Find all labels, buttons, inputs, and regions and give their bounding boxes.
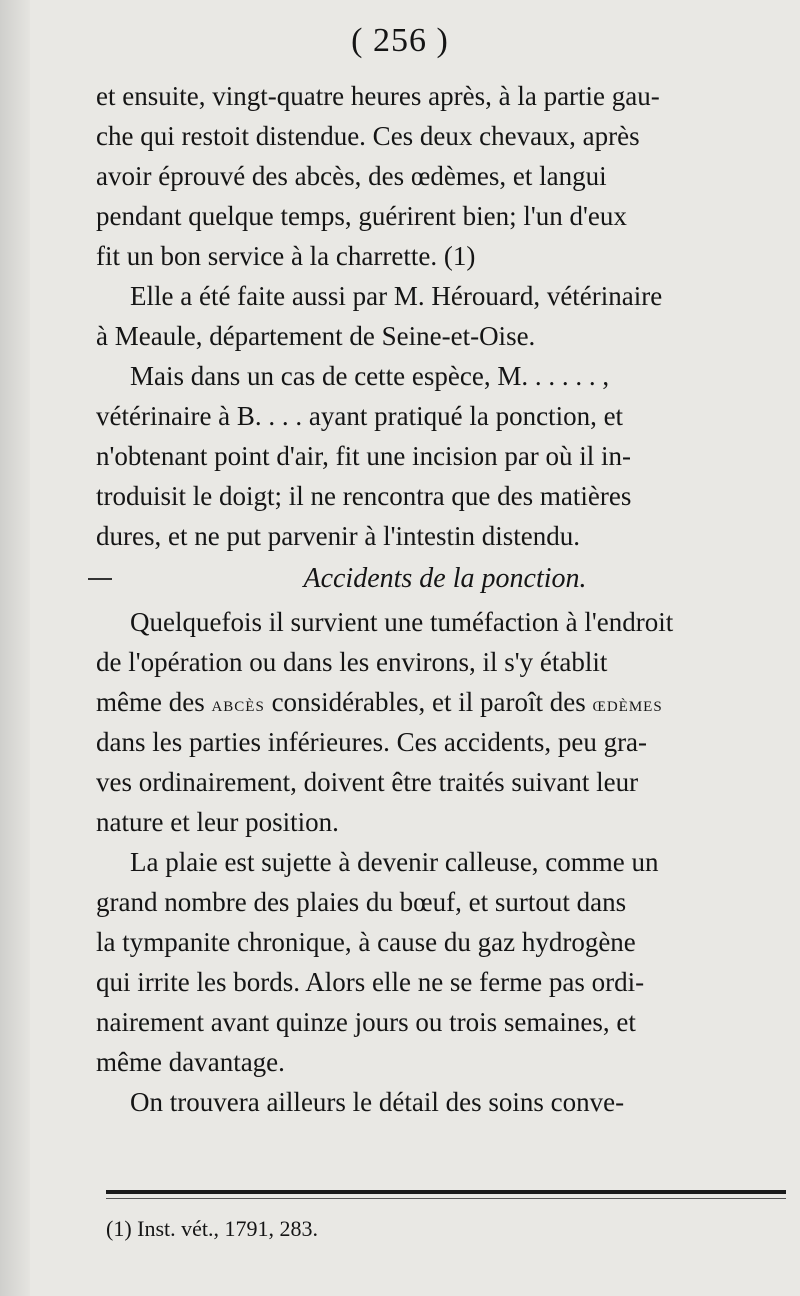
text-line: nairement avant quinze jours ou trois semaines, et	[96, 1007, 636, 1037]
text-line: de l'opération ou dans les environs, il s'y établit	[96, 647, 608, 677]
text-line: La plaie est sujette à devenir calleuse, comme un	[130, 847, 659, 877]
text-line: avoir éprouvé des abcès, des œdèmes, et langui	[96, 161, 607, 191]
heading-dash	[88, 578, 112, 580]
text-line: che qui restoit distendue. Ces deux chevaux, après	[96, 121, 640, 151]
footnote: (1) Inst. vét., 1791, 283.	[106, 1216, 319, 1241]
text-line: grand nombre des plaies du bœuf, et surtout dans	[96, 887, 627, 917]
text-line: dans les parties inférieures. Ces accidents, peu gra-	[96, 727, 648, 757]
page-number: ( 256 )	[351, 22, 449, 59]
text-line: et ensuite, vingt-quatre heures après, à la partie gau-	[96, 81, 660, 111]
text-fragment: considérables, et il paroît des	[271, 687, 586, 717]
paragraph-2	[96, 276, 794, 356]
text-line: même davantage.	[96, 1047, 285, 1077]
text-line: troduisit le doigt; il ne rencontra que des matières	[96, 481, 632, 511]
text-line: Mais dans un cas de cette espèce, M. . . . . . ,	[130, 361, 610, 391]
text-line: Elle a été faite aussi par M. Hérouard, vétérinaire	[130, 281, 663, 311]
text-line: à Meaule, département de Seine-et-Oise.	[96, 321, 536, 351]
page-spine-shadow	[0, 0, 30, 1296]
text-line: n'obtenant point d'air, fit une incision par où il in-	[96, 441, 632, 471]
page-body	[96, 76, 794, 1122]
paragraph-6	[96, 1082, 794, 1122]
smallcaps-abces: abcès	[211, 691, 265, 716]
text-line: la tympanite chronique, à cause du gaz hydrogène	[96, 927, 636, 957]
text-line: dures, et ne put parvenir à l'intestin distendu.	[96, 521, 580, 551]
paragraph-1	[96, 76, 794, 276]
text-line: qui irrite les bords. Alors elle ne se ferme pas ordi-	[96, 967, 645, 997]
paragraph-5	[96, 842, 794, 1082]
text-line-mixed	[96, 682, 794, 722]
paragraph-3	[96, 356, 794, 556]
text-line: Quelquefois il survient une tuméfaction à l'endroit	[130, 607, 674, 637]
text-line: ves ordinairement, doivent être traités suivant leur	[96, 767, 639, 797]
text-line: nature et leur position.	[96, 807, 339, 837]
text-line: On trouvera ailleurs le détail des soins conve-	[130, 1087, 625, 1117]
paragraph-4	[96, 602, 794, 842]
footnote-rule	[106, 1190, 786, 1194]
smallcaps-oedemes: œdèmes	[592, 691, 663, 716]
text-fragment: même des	[96, 687, 205, 717]
section-heading-text: Accidents de la ponction.	[303, 563, 587, 594]
text-line: fit un bon service à la charrette. (1)	[96, 241, 476, 271]
text-line: pendant quelque temps, guérirent bien; l'un d'eux	[96, 201, 627, 231]
section-heading	[96, 556, 794, 602]
text-line: vétérinaire à B. . . . ayant pratiqué la ponction, et	[96, 401, 624, 431]
footnote-rule-thin	[106, 1198, 786, 1199]
